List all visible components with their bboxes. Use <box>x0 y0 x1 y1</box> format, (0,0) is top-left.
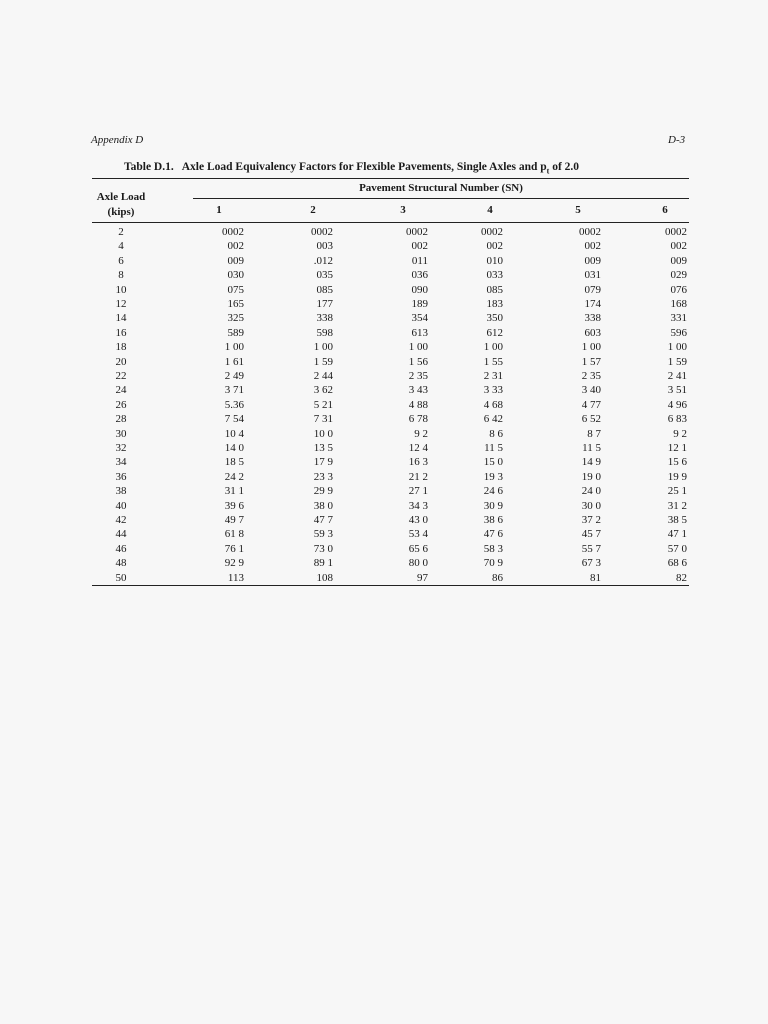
factor-cell-sn-6: 12 1 <box>667 442 687 454</box>
factor-cell-sn-4: 3 33 <box>483 384 503 397</box>
factor-cell-sn-5: 1 00 <box>581 341 601 354</box>
factor-cell-sn-4: 0002 <box>481 226 503 238</box>
table-title-tail: of 2.0 <box>549 161 580 173</box>
factor-cell-sn-1: 39 6 <box>224 499 244 512</box>
factor-cell-sn-5: 11 5 <box>582 442 601 454</box>
axle-load-cell: 6 <box>118 254 124 267</box>
factor-cell-sn-2: 38 0 <box>313 499 333 512</box>
axle-load-cell: 22 <box>115 370 127 382</box>
factor-cell-sn-1: 1 61 <box>224 355 244 368</box>
factor-cell-sn-6: 009 <box>670 254 687 267</box>
factor-cell-sn-4: 1 00 <box>483 341 503 354</box>
factor-cell-sn-5: 079 <box>584 283 601 296</box>
factor-cell-sn-6: 57 0 <box>667 542 687 555</box>
axle-load-cell: 36 <box>115 470 127 483</box>
row-header-line2: (kips) <box>107 206 135 218</box>
factor-cell-sn-2: 47 7 <box>313 514 333 526</box>
axle-load-cell: 48 <box>115 557 127 570</box>
factor-cell-sn-1: 1 00 <box>224 341 244 354</box>
factor-cell-sn-2: 1 00 <box>313 341 333 354</box>
factor-cell-sn-1: 14 0 <box>224 442 244 454</box>
factor-cell-sn-1: 3 71 <box>224 384 244 397</box>
factor-cell-sn-6: 19 9 <box>667 470 687 483</box>
table-top-rule <box>92 178 689 179</box>
factor-cell-sn-3: 002 <box>411 240 428 253</box>
factor-cell-sn-6: 331 <box>670 312 687 325</box>
factor-cell-sn-5: 338 <box>584 312 601 325</box>
axle-load-cell: 46 <box>115 542 127 555</box>
factor-cell-sn-6: 82 <box>676 571 687 584</box>
factor-cell-sn-4: 24 6 <box>483 485 503 498</box>
running-header-left: Appendix D <box>91 134 144 146</box>
factor-cell-sn-5: 81 <box>590 571 601 584</box>
axle-load-cell: 32 <box>115 442 127 454</box>
factor-cell-sn-6: 029 <box>670 269 687 282</box>
factor-cell-sn-1: 165 <box>227 298 244 310</box>
factor-cell-sn-1: 2 49 <box>224 370 244 382</box>
axle-load-cell: 28 <box>115 413 127 426</box>
factor-cell-sn-1: 075 <box>227 283 244 296</box>
factor-cell-sn-2: 085 <box>316 283 333 296</box>
factor-cell-sn-1: 76 1 <box>224 542 244 555</box>
axle-load-cell: 20 <box>115 355 127 368</box>
factor-cell-sn-4: 010 <box>486 254 503 267</box>
page-number: D-3 <box>668 134 686 146</box>
factor-cell-sn-1: 325 <box>227 312 244 325</box>
factor-cell-sn-5: 14 9 <box>581 456 601 469</box>
factor-cell-sn-1: 030 <box>227 269 244 282</box>
factor-cell-sn-1: 7 54 <box>224 413 244 426</box>
factor-cell-sn-4: 38 6 <box>483 514 503 526</box>
factor-cell-sn-6: 002 <box>670 240 687 253</box>
factor-cell-sn-5: 0002 <box>579 226 601 238</box>
factor-cell-sn-4: 350 <box>486 312 503 325</box>
factor-cell-sn-6: 4 96 <box>667 398 687 411</box>
factor-cell-sn-6: 168 <box>670 298 687 310</box>
factor-cell-sn-2: .012 <box>313 254 333 267</box>
factor-cell-sn-6: 1 00 <box>667 341 687 354</box>
table-title-subscript: t <box>546 166 550 176</box>
factor-cell-sn-4: 6 42 <box>483 413 503 426</box>
factor-cell-sn-6: 1 59 <box>667 355 687 368</box>
factor-cell-sn-6: 47 1 <box>667 528 687 541</box>
factor-cell-sn-6: 68 6 <box>667 557 687 570</box>
factor-cell-sn-5: 2 35 <box>581 370 601 382</box>
factor-cell-sn-5: 002 <box>584 240 601 253</box>
axle-load-cell: 34 <box>115 456 127 469</box>
factor-cell-sn-4: 183 <box>486 298 503 310</box>
table-label: Table D.1. <box>124 161 174 173</box>
axle-load-cell: 30 <box>115 427 127 440</box>
row-header-line1: Axle Load <box>96 191 146 203</box>
factor-cell-sn-3: 1 00 <box>408 341 428 354</box>
factor-cell-sn-6: 076 <box>670 283 687 296</box>
column-header-sn-1: 1 <box>216 204 222 216</box>
factor-cell-sn-5: 8 7 <box>587 427 601 440</box>
factor-cell-sn-2: 177 <box>316 298 333 310</box>
factor-cell-sn-3: 65 6 <box>408 542 428 555</box>
factor-cell-sn-6: 31 2 <box>667 499 687 512</box>
factor-cell-sn-4: 15 0 <box>483 456 503 469</box>
factor-cell-sn-2: 598 <box>316 326 333 339</box>
factor-cell-sn-2: 108 <box>316 571 333 584</box>
factor-cell-sn-1: 0002 <box>222 226 244 238</box>
factor-cell-sn-6: 9 2 <box>673 427 687 440</box>
factor-cell-sn-1: 002 <box>227 240 244 253</box>
column-group-rule <box>193 198 689 199</box>
factor-cell-sn-3: 12 4 <box>408 442 428 454</box>
column-header-sn-2: 2 <box>310 204 316 216</box>
factor-cell-sn-5: 1 57 <box>581 355 601 368</box>
factor-cell-sn-3: 036 <box>411 269 428 282</box>
factor-cell-sn-1: 113 <box>227 571 244 584</box>
factor-cell-sn-6: 596 <box>670 326 687 339</box>
factor-cell-sn-5: 603 <box>584 326 601 339</box>
factor-cell-sn-4: 86 <box>492 571 503 584</box>
factor-cell-sn-3: 090 <box>411 283 428 296</box>
factor-cell-sn-3: 613 <box>411 326 428 339</box>
factor-cell-sn-5: 009 <box>584 254 601 267</box>
factor-cell-sn-6: 25 1 <box>667 485 687 498</box>
factor-cell-sn-2: 3 62 <box>313 384 333 397</box>
axle-load-cell: 24 <box>115 384 127 397</box>
factor-cell-sn-1: 92 9 <box>224 557 244 570</box>
axle-load-cell: 8 <box>118 269 124 282</box>
axle-load-cell: 14 <box>115 312 127 325</box>
factor-cell-sn-6: 6 83 <box>667 413 687 426</box>
factor-cell-sn-4: 4 68 <box>483 398 503 411</box>
axle-load-cell: 26 <box>115 398 127 411</box>
factor-cell-sn-1: 5.36 <box>224 398 244 411</box>
factor-cell-sn-3: 53 4 <box>408 528 428 541</box>
factor-cell-sn-3: 0002 <box>406 226 428 238</box>
factor-cell-sn-1: 009 <box>227 254 244 267</box>
factor-cell-sn-2: 13 5 <box>313 442 333 454</box>
factor-cell-sn-5: 24 0 <box>581 485 601 498</box>
factor-cell-sn-2: 003 <box>316 240 333 253</box>
factor-cell-sn-6: 0002 <box>665 226 687 238</box>
factor-cell-sn-2: 035 <box>316 269 333 282</box>
factor-cell-sn-3: 6 78 <box>408 413 428 426</box>
factor-cell-sn-1: 10 4 <box>224 427 244 440</box>
factor-cell-sn-4: 58 3 <box>483 542 503 555</box>
factor-cell-sn-5: 4 77 <box>581 398 601 411</box>
factor-cell-sn-5: 031 <box>584 269 601 282</box>
factor-cell-sn-5: 67 3 <box>581 557 601 570</box>
factor-cell-sn-4: 11 5 <box>484 442 503 454</box>
factor-cell-sn-2: 23 3 <box>313 470 333 483</box>
factor-cell-sn-6: 3 51 <box>667 384 687 397</box>
factor-cell-sn-1: 61 8 <box>224 528 244 541</box>
factor-cell-sn-2: 89 1 <box>313 557 333 570</box>
factor-cell-sn-6: 2 41 <box>667 370 687 382</box>
header-bottom-rule <box>92 222 689 223</box>
factor-cell-sn-3: 21 2 <box>408 470 428 483</box>
factor-cell-sn-3: 1 56 <box>408 355 428 368</box>
axle-load-cell: 44 <box>115 528 127 541</box>
column-header-sn-6: 6 <box>662 204 668 216</box>
factor-cell-sn-3: 43 0 <box>408 514 428 526</box>
factor-cell-sn-4: 085 <box>486 283 503 296</box>
factor-cell-sn-3: 2 35 <box>408 370 428 382</box>
factor-cell-sn-5: 19 0 <box>581 470 601 483</box>
factor-cell-sn-3: 27 1 <box>408 485 428 498</box>
factor-cell-sn-2: 1 59 <box>313 355 333 368</box>
factor-cell-sn-4: 612 <box>486 326 503 339</box>
factor-cell-sn-2: 5 21 <box>313 398 333 411</box>
factor-cell-sn-4: 033 <box>486 269 503 282</box>
column-header-sn-3: 3 <box>400 204 406 216</box>
factor-cell-sn-2: 338 <box>316 312 333 325</box>
factor-cell-sn-6: 38 5 <box>667 514 687 526</box>
column-header-sn-4: 4 <box>487 204 493 216</box>
axle-load-cell: 10 <box>115 283 127 296</box>
column-group-header: Pavement Structural Number (SN) <box>359 182 523 194</box>
factor-cell-sn-4: 002 <box>486 240 503 253</box>
factor-cell-sn-3: 4 88 <box>408 398 428 411</box>
factor-cell-sn-4: 19 3 <box>483 470 503 483</box>
factor-cell-sn-1: 24 2 <box>224 470 244 483</box>
factor-cell-sn-1: 589 <box>227 326 244 339</box>
factor-cell-sn-4: 8 6 <box>489 427 503 440</box>
factor-cell-sn-5: 174 <box>584 298 601 310</box>
axle-load-cell: 4 <box>118 240 124 253</box>
axle-load-cell: 12 <box>115 298 127 310</box>
factor-cell-sn-2: 59 3 <box>313 528 333 541</box>
factor-cell-sn-3: 9 2 <box>414 427 428 440</box>
column-header-sn-5: 5 <box>575 204 581 216</box>
factor-cell-sn-3: 011 <box>411 254 428 267</box>
table-title: Axle Load Equivalency Factors for Flexible Pavements, Single Axles and p <box>181 161 547 173</box>
factor-cell-sn-4: 2 31 <box>483 370 503 382</box>
table-caption <box>124 161 579 175</box>
axle-load-cell: 50 <box>115 571 127 584</box>
factor-cell-sn-3: 97 <box>417 571 428 584</box>
factor-cell-sn-2: 0002 <box>311 226 333 238</box>
factor-cell-sn-2: 17 9 <box>313 456 333 469</box>
factor-cell-sn-5: 45 7 <box>581 528 601 541</box>
factor-cell-sn-5: 55 7 <box>581 542 601 555</box>
factor-cell-sn-1: 31 1 <box>224 485 244 498</box>
factor-cell-sn-6: 15 6 <box>667 456 687 469</box>
factor-cell-sn-3: 16 3 <box>408 456 428 469</box>
factor-cell-sn-3: 3 43 <box>408 384 428 397</box>
factor-cell-sn-4: 47 6 <box>483 528 503 541</box>
axle-load-cell: 42 <box>115 514 127 526</box>
factor-cell-sn-2: 10 0 <box>313 427 333 440</box>
table-bottom-rule <box>92 585 689 586</box>
factor-cell-sn-4: 30 9 <box>483 499 503 512</box>
factor-cell-sn-1: 18 5 <box>224 456 244 469</box>
factor-cell-sn-2: 2 44 <box>313 370 333 382</box>
factor-cell-sn-3: 80 0 <box>408 557 428 570</box>
factor-cell-sn-2: 73 0 <box>313 542 333 555</box>
factor-cell-sn-2: 7 31 <box>313 413 333 426</box>
axle-load-cell: 16 <box>115 326 127 339</box>
factor-cell-sn-1: 49 7 <box>224 514 244 526</box>
factor-cell-sn-5: 3 40 <box>581 384 601 397</box>
axle-load-cell: 38 <box>115 485 127 498</box>
factor-cell-sn-5: 6 52 <box>581 413 601 426</box>
axle-load-cell: 2 <box>118 226 124 238</box>
axle-load-cell: 18 <box>115 341 127 354</box>
factor-cell-sn-3: 354 <box>411 312 428 325</box>
factor-cell-sn-5: 30 0 <box>581 499 601 512</box>
factor-cell-sn-4: 1 55 <box>483 355 503 368</box>
factor-cell-sn-3: 34 3 <box>408 499 428 512</box>
axle-load-cell: 40 <box>115 499 127 512</box>
factor-cell-sn-4: 70 9 <box>483 557 503 570</box>
factor-cell-sn-5: 37 2 <box>581 514 601 526</box>
factor-cell-sn-2: 29 9 <box>313 485 333 498</box>
factor-cell-sn-3: 189 <box>411 298 428 310</box>
